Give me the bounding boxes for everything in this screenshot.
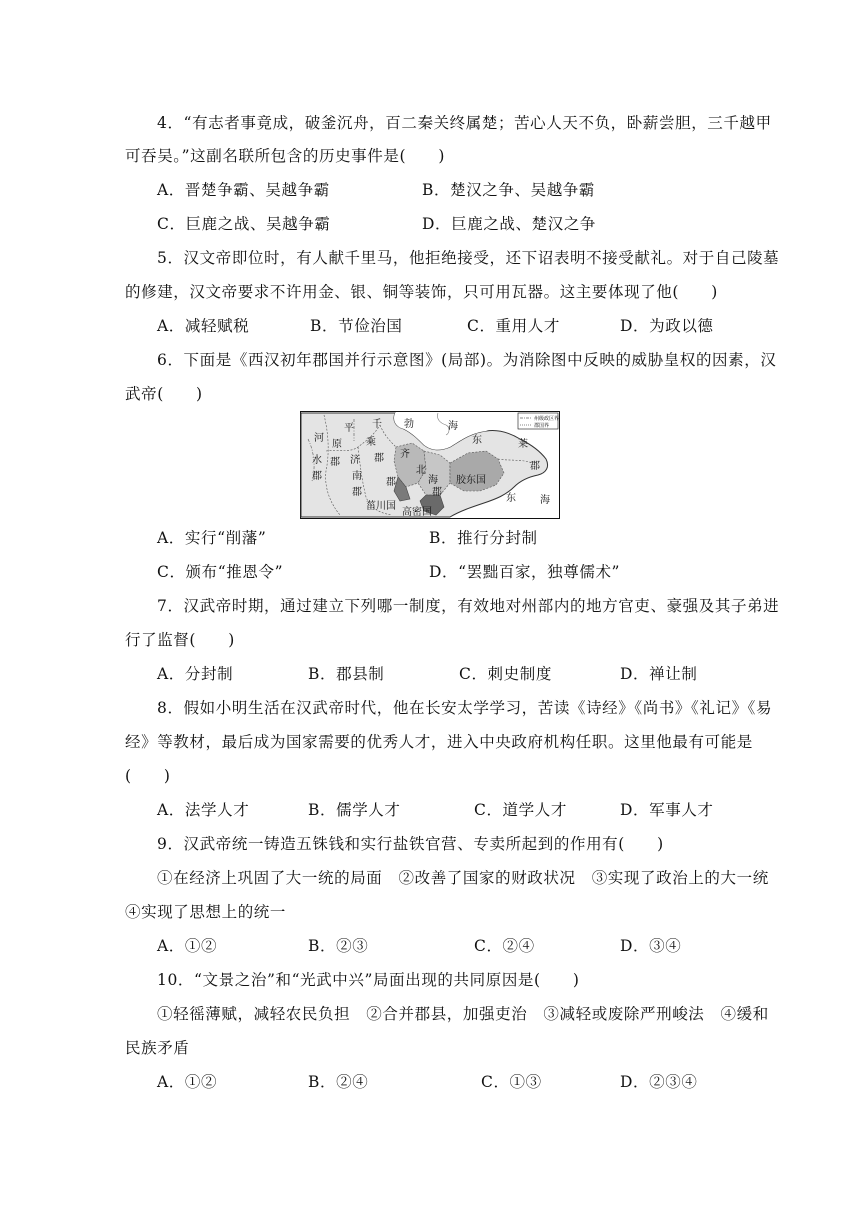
q8-option-a: A．法学人才 [157, 801, 250, 819]
map-label-jun4: 郡 [352, 487, 362, 498]
q6-option-d: D．“罢黜百家，独尊儒术” [429, 563, 621, 581]
map-label-shui: 水 [312, 455, 322, 466]
map-label-donghai-hai: 海 [540, 495, 550, 506]
map-label-lai: 莱 [518, 439, 528, 450]
map-label-zichuanguo: 菑川国 [366, 501, 396, 512]
map-label-nan: 南 [352, 471, 362, 482]
q7-stem-line1: 7．汉武帝时期，通过建立下列哪一制度，有效地对州部内的地方官吏、豪强及其子弟进 [157, 597, 780, 615]
map-label-hai1: 海 [448, 421, 458, 432]
q10-option-a: A．①② [157, 1073, 218, 1091]
q7-option-d: D．禅让制 [620, 665, 698, 683]
q4-option-a: A．晋楚争霸、吴越争霸 [157, 181, 330, 199]
q4-stem-line2: 可吞吴。”这副名联所包含的历史事件是( ) [125, 147, 445, 165]
q6-option-c: C．颁布“推恩令” [157, 563, 284, 581]
q5-option-c: C．重用人才 [467, 317, 560, 335]
q6-stem-line1: 6．下面是《西汉初年郡国并行示意图》(局部)。为消除图中反映的威胁皇权的因素，汉 [157, 351, 777, 369]
map-label-bei: 北 [416, 465, 426, 476]
q5-option-b: B．节俭治国 [310, 317, 403, 335]
q4-option-b: B．楚汉之争、吴越争霸 [422, 181, 595, 199]
q8-option-c: C．道学人才 [474, 801, 567, 819]
q7-option-a: A．分封制 [157, 665, 234, 683]
q9-stem-line3: ④实现了思想上的统一 [125, 903, 287, 921]
map-label-jun5: 郡 [386, 477, 396, 488]
legend-commandery-border-label: 郡国界 [534, 423, 550, 429]
map-label-qian: 千 [372, 419, 382, 430]
q5-stem-line2: 的修建，汉文帝要求不许用金、银、铜等装饰，只可用瓦器。这主要体现了他( ) [125, 283, 718, 301]
map-label-bo: 勃 [404, 419, 414, 430]
q9-option-b: B．②③ [308, 937, 369, 955]
western-han-commandery-map [300, 411, 560, 519]
q7-option-c: C．刺史制度 [459, 665, 552, 683]
q10-stem-line2: ①轻徭薄赋，减轻农民负担 ②合并郡县，加强吏治 ③减轻或废除严刑峻法 ④缓和 [157, 1005, 769, 1023]
q8-option-b: B．儒学人才 [308, 801, 401, 819]
q4-stem-line1: 4．“有志者事竟成，破釜沉舟，百二秦关终属楚；苦心人天不负，卧薪尝胆，三千越甲 [157, 114, 772, 132]
q7-option-b: B．郡县制 [308, 665, 385, 683]
map-label-donghai-dong: 东 [506, 493, 516, 504]
q8-stem-line1: 8．假如小明生活在汉武帝时代，他在长安太学学习，苦读《诗经》《尚书》《礼记》《易 [157, 699, 773, 717]
map-label-jun7: 郡 [530, 461, 540, 472]
q10-stem-line3: 民族矛盾 [125, 1039, 190, 1057]
q7-stem-line2: 行了监督( ) [125, 631, 235, 649]
q10-option-b: B．②④ [308, 1073, 369, 1091]
q10-stem-line1: 10．“文景之治”和“光武中兴”局面出现的共同原因是( ) [157, 971, 580, 989]
map-label-yuan: 原 [332, 439, 342, 450]
map-label-jiaodongguo: 胶东国 [456, 475, 486, 486]
q9-option-c: C．②④ [474, 937, 535, 955]
q9-option-d: D．③④ [620, 937, 682, 955]
q10-option-c: C．①③ [481, 1073, 542, 1091]
q8-stem-line2: 经》等教材，最后成为国家需要的优秀人才，进入中央政府机构任职。这里他最有可能是 [125, 733, 753, 751]
map-label-qi: 齐 [400, 449, 410, 460]
q9-option-a: A．①② [157, 937, 218, 955]
q4-option-c: C．巨鹿之战、吴越争霸 [157, 215, 331, 233]
map-label-jun3: 郡 [374, 453, 384, 464]
q8-stem-line3: ( ) [125, 767, 171, 785]
q9-stem-line1: 9．汉武帝统一铸造五铢钱和实行盐铁官营、专卖所起到的作用有( ) [157, 835, 664, 853]
map-label-ping: 平 [344, 423, 354, 434]
map-label-jun6: 郡 [432, 487, 442, 498]
q6-option-b: B．推行分封制 [429, 529, 538, 547]
map-label-he: 河 [314, 433, 324, 444]
map-label-gaomiguo: 高密国 [402, 507, 432, 518]
q5-stem-line1: 5．汉文帝即位时，有人献千里马，他拒绝接受，还下诏表明不接受献礼。对于自己陵墓 [157, 249, 780, 267]
legend-state-border-label: 州级政区界 [534, 416, 560, 422]
map-label-jun2: 郡 [330, 457, 340, 468]
q5-option-d: D．为政以德 [620, 317, 714, 335]
map-label-jun1: 郡 [312, 471, 322, 482]
map-label-ji: 济 [350, 455, 360, 466]
q5-option-a: A．减轻赋税 [157, 317, 250, 335]
q9-stem-line2: ①在经济上巩固了大一统的局面 ②改善了国家的财政状况 ③实现了政治上的大一统 [157, 869, 769, 887]
q10-option-d: D．②③④ [620, 1073, 698, 1091]
q8-option-d: D．军事人才 [620, 801, 714, 819]
map-label-hai2: 海 [428, 475, 438, 486]
map-label-dong1: 东 [472, 435, 482, 446]
q6-option-a: A．实行“削藩” [157, 529, 267, 547]
q6-stem-line2: 武帝( ) [125, 385, 203, 403]
map-label-cheng: 乘 [366, 437, 376, 448]
q4-option-d: D．巨鹿之战、楚汉之争 [422, 215, 597, 233]
